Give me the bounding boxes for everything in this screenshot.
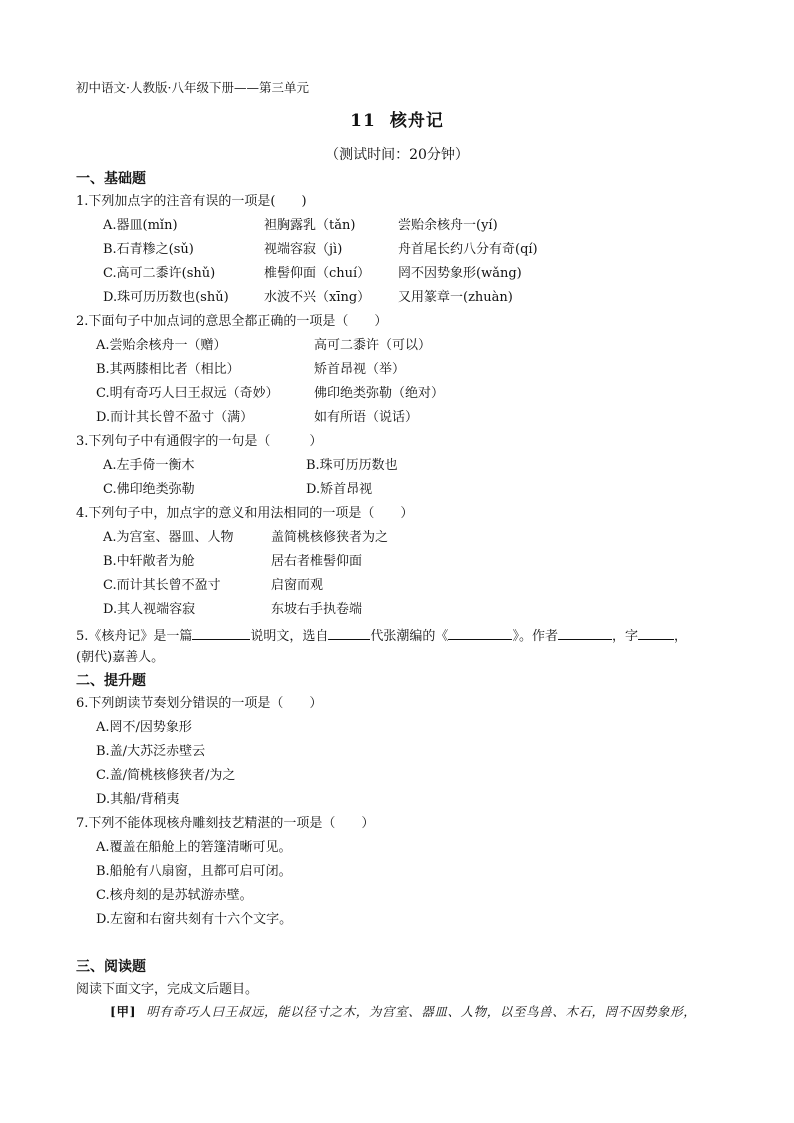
q1-c2: 椎髻仰面（chuí） xyxy=(264,266,371,281)
lesson-title xyxy=(0,112,794,130)
q4-c1: C.而计其长曾不盈寸 xyxy=(103,578,221,593)
q7-a: A.覆盖在船舱上的箬篷清晰可见。 xyxy=(96,840,292,855)
q6-a: A.罔不/因势象形 xyxy=(96,720,192,735)
q4-d1: D.其人视端容寂 xyxy=(103,602,196,617)
q1-stem: 1.下列加点字的注音有误的一项是( ) xyxy=(76,194,307,209)
q2-a1: A.尝贻余核舟一（赠） xyxy=(96,338,227,353)
lesson-number: 11 xyxy=(350,111,376,131)
q6-d: D.其船/背稍夷 xyxy=(96,792,180,807)
q3-stem: 3.下列句子中有通假字的一句是（ ） xyxy=(76,434,323,449)
section-advanced: 二、提升题 xyxy=(76,673,146,689)
q2-stem: 2.下面句子中加点词的意思全都正确的一项是（ ） xyxy=(76,314,388,329)
q5-part4: 》。作者 xyxy=(512,629,558,644)
q4-a2: 盖简桃核修狭者为之 xyxy=(271,530,389,545)
q1-a3: 尝贻余核舟一(yí) xyxy=(398,218,498,233)
q1-c3: 罔不因势象形(wǎng) xyxy=(398,266,522,281)
q1-c1: C.高可二黍许(shǔ) xyxy=(103,266,216,281)
q2-a2: 高可二黍许（可以） xyxy=(314,338,432,353)
q7-d: D.左窗和右窗共刻有十六个文字。 xyxy=(96,912,293,927)
q5-part1: 5.《核舟记》是一篇 xyxy=(76,629,193,644)
q6-c: C.盖/简桃核修狭者/为之 xyxy=(96,768,236,783)
q4-b1: B.中轩敞者为舱 xyxy=(103,554,195,569)
q4-a1: A.为宫室、器皿、人物 xyxy=(103,530,234,545)
q2-c2: 佛印绝类弥勒（绝对） xyxy=(314,386,445,401)
q3-d: D.矫首昂视 xyxy=(306,482,373,497)
q2-b2: 矫首昂视（举） xyxy=(314,362,406,377)
q7-stem: 7.下列不能体现核舟雕刻技艺精湛的一项是（ ） xyxy=(76,816,375,831)
q1-d1: D.珠可历历数也(shǔ) xyxy=(103,290,229,305)
q3-a: A.左手倚一衡木 xyxy=(103,458,195,473)
q2-d1: D.而计其长曾不盈寸（满） xyxy=(96,410,254,425)
q5-stem xyxy=(76,625,687,646)
q2-b1: B.其两膝相比者（相比） xyxy=(96,362,240,377)
q5-part3: 代张潮编的《 xyxy=(370,629,449,644)
section-basic: 一、基础题 xyxy=(76,171,146,187)
unit-header: 初中语文·人教版·八年级下册——第三单元 xyxy=(76,80,309,95)
q4-c2: 启窗而观 xyxy=(271,578,324,593)
q1-a1: A.器皿(mǐn) xyxy=(103,218,178,233)
q6-b: B.盖/大苏泛赤壁云 xyxy=(96,744,206,759)
q4-d2: 东坡右手执卷端 xyxy=(271,602,363,617)
q4-b2: 居右者椎髻仰面 xyxy=(271,554,363,569)
q5-blank-type[interactable] xyxy=(192,625,250,640)
q3-b: B.珠可历历数也 xyxy=(306,458,398,473)
q1-b3: 舟首尾长约八分有奇(qí) xyxy=(398,242,538,257)
test-time: （测试时间：20分钟） xyxy=(325,147,469,163)
q5-part6: ， xyxy=(673,629,687,644)
q5-part5: ，字 xyxy=(611,629,638,644)
reading-intro: 阅读下面文字，完成文后题目。 xyxy=(76,982,259,997)
q1-a2: 袒胸露乳（tǎn) xyxy=(264,218,356,233)
q4-stem: 4.下列句子中，加点字的意义和用法相同的一项是（ ） xyxy=(76,506,414,521)
q1-d2: 水波不兴（xīng） xyxy=(264,290,371,305)
q5-blank-dynasty[interactable] xyxy=(328,625,370,640)
q1-d3: 又用篆章一(zhuàn) xyxy=(398,290,513,305)
passage-tag: [甲] xyxy=(110,1004,137,1019)
q5-blank-book[interactable] xyxy=(448,625,512,640)
q5-blank-courtesy-name[interactable] xyxy=(638,625,674,640)
q1-b2: 视端容寂（jì) xyxy=(264,242,343,257)
section-reading: 三、阅读题 xyxy=(76,959,146,975)
lesson-name: 核舟记 xyxy=(389,111,444,131)
reading-passage-jia xyxy=(110,1003,696,1021)
q2-c1: C.明有奇巧人曰王叔远（奇妙） xyxy=(96,386,279,401)
q2-d2: 如有所语（说话） xyxy=(314,410,419,425)
q5-blank-author[interactable] xyxy=(558,625,612,640)
q5-line2: (朝代)嘉善人。 xyxy=(76,650,165,665)
q5-part2: 说明文，选自 xyxy=(250,629,329,644)
q6-stem: 6.下列朗读节奏划分错误的一项是（ ） xyxy=(76,696,323,711)
q1-b1: B.石青糁之(sǔ) xyxy=(103,242,194,257)
q3-c: C.佛印绝类弥勒 xyxy=(103,482,195,497)
passage-text: 明有奇巧人曰王叔远，能以径寸之木，为宫室、器皿、人物，以至鸟兽、木石，罔不因势象形， xyxy=(146,1004,697,1019)
q7-c: C.核舟刻的是苏轼游赤壁。 xyxy=(96,888,253,903)
q7-b: B.船舱有八扇窗，且都可启可闭。 xyxy=(96,864,292,879)
